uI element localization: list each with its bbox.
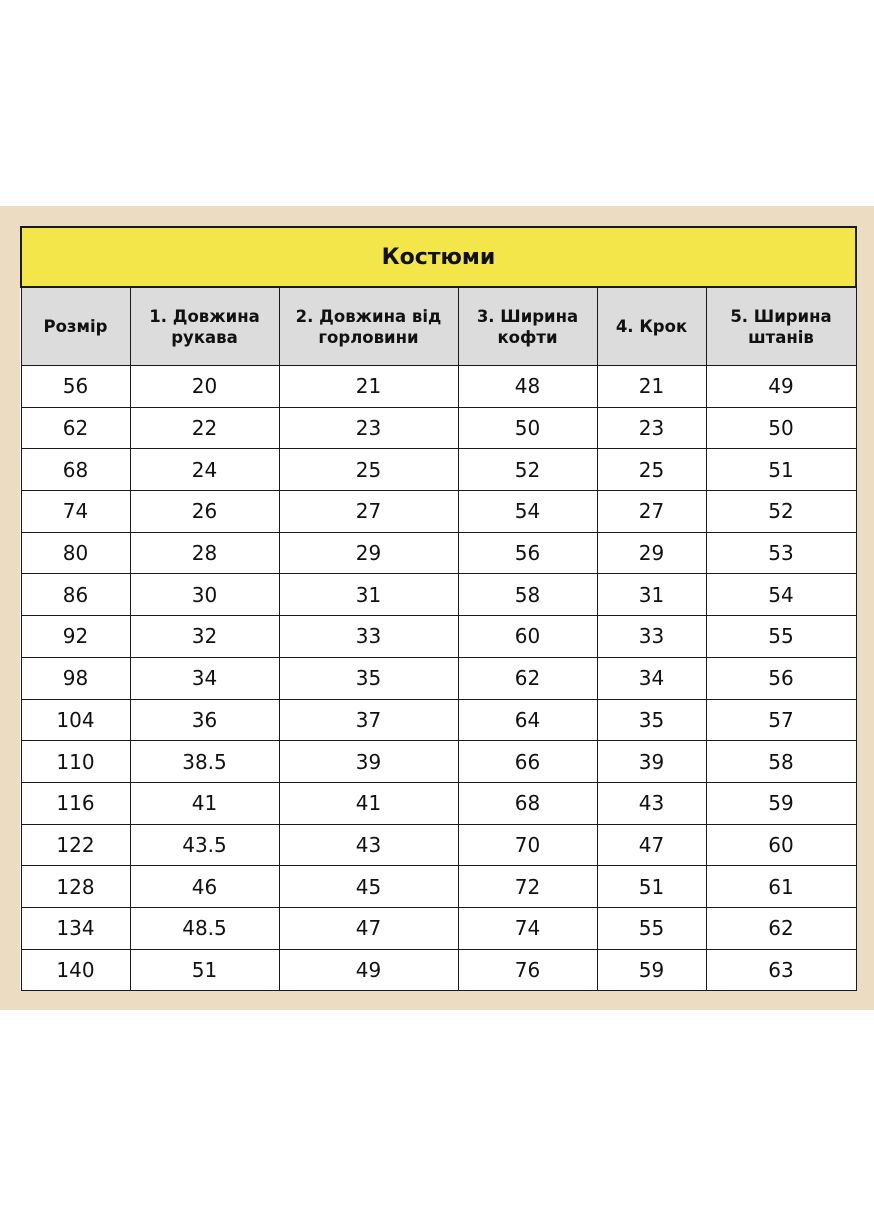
table-cell: 55 xyxy=(597,907,706,949)
table-cell: 92 xyxy=(21,616,130,658)
table-cell: 34 xyxy=(597,657,706,699)
table-cell: 59 xyxy=(706,782,856,824)
table-cell: 50 xyxy=(706,407,856,449)
table-cell: 22 xyxy=(130,407,279,449)
table-cell: 62 xyxy=(21,407,130,449)
header-label: 5. Ширина штанів xyxy=(730,306,832,347)
table-cell: 43.5 xyxy=(130,824,279,866)
table-cell: 33 xyxy=(279,616,458,658)
table-cell: 134 xyxy=(21,907,130,949)
table-cell: 80 xyxy=(21,532,130,574)
table-cell: 55 xyxy=(706,616,856,658)
table-cell: 54 xyxy=(706,574,856,616)
table-row xyxy=(21,824,856,866)
table-row xyxy=(21,907,856,949)
table-cell: 25 xyxy=(279,449,458,491)
table-row xyxy=(21,699,856,741)
table-cell: 39 xyxy=(597,741,706,783)
table-row xyxy=(21,949,856,991)
table-cell: 56 xyxy=(458,532,597,574)
table-cell: 30 xyxy=(130,574,279,616)
table-cell: 122 xyxy=(21,824,130,866)
table-cell: 47 xyxy=(597,824,706,866)
table-cell: 64 xyxy=(458,699,597,741)
table-cell: 43 xyxy=(597,782,706,824)
table-cell: 23 xyxy=(597,407,706,449)
table-cell: 68 xyxy=(458,782,597,824)
size-table xyxy=(20,226,857,991)
table-cell: 61 xyxy=(706,866,856,908)
table-cell: 51 xyxy=(597,866,706,908)
table-cell: 52 xyxy=(706,491,856,533)
table-cell: 63 xyxy=(706,949,856,991)
table-cell: 98 xyxy=(21,657,130,699)
table-cell: 60 xyxy=(706,824,856,866)
table-cell: 33 xyxy=(597,616,706,658)
table-cell: 70 xyxy=(458,824,597,866)
table-row xyxy=(21,616,856,658)
table-cell: 66 xyxy=(458,741,597,783)
table-cell: 54 xyxy=(458,491,597,533)
table-cell: 74 xyxy=(21,491,130,533)
table-cell: 31 xyxy=(597,574,706,616)
header-pants-width xyxy=(706,287,856,366)
table-cell: 56 xyxy=(706,657,856,699)
table-cell: 57 xyxy=(706,699,856,741)
table-cell: 58 xyxy=(706,741,856,783)
table-cell: 140 xyxy=(21,949,130,991)
table-cell: 56 xyxy=(21,366,130,408)
table-cell: 46 xyxy=(130,866,279,908)
table-cell: 37 xyxy=(279,699,458,741)
table-cell: 38.5 xyxy=(130,741,279,783)
table-cell: 86 xyxy=(21,574,130,616)
table-cell: 41 xyxy=(279,782,458,824)
table-cell: 45 xyxy=(279,866,458,908)
table-row xyxy=(21,366,856,408)
table-cell: 23 xyxy=(279,407,458,449)
table-cell: 43 xyxy=(279,824,458,866)
table-row xyxy=(21,449,856,491)
table-cell: 51 xyxy=(706,449,856,491)
table-cell: 41 xyxy=(130,782,279,824)
table-cell: 29 xyxy=(279,532,458,574)
table-row xyxy=(21,866,856,908)
table-cell: 116 xyxy=(21,782,130,824)
header-sleeve-length xyxy=(130,287,279,366)
table-cell: 60 xyxy=(458,616,597,658)
table-cell: 53 xyxy=(706,532,856,574)
header-label: Розмір xyxy=(43,317,108,336)
header-label: 3. Ширина кофти xyxy=(476,306,579,347)
header-size xyxy=(21,287,130,366)
table-cell: 51 xyxy=(130,949,279,991)
table-row xyxy=(21,782,856,824)
table-cell: 20 xyxy=(130,366,279,408)
table-cell: 110 xyxy=(21,741,130,783)
table-cell: 28 xyxy=(130,532,279,574)
table-cell: 27 xyxy=(279,491,458,533)
table-row xyxy=(21,491,856,533)
table-cell: 21 xyxy=(597,366,706,408)
table-cell: 58 xyxy=(458,574,597,616)
table-cell: 26 xyxy=(130,491,279,533)
header-inseam xyxy=(597,287,706,366)
table-row xyxy=(21,574,856,616)
table-cell: 76 xyxy=(458,949,597,991)
table-cell: 68 xyxy=(21,449,130,491)
table-cell: 52 xyxy=(458,449,597,491)
table-cell: 27 xyxy=(597,491,706,533)
table-cell: 21 xyxy=(279,366,458,408)
table-cell: 59 xyxy=(597,949,706,991)
table-cell: 29 xyxy=(597,532,706,574)
table-cell: 39 xyxy=(279,741,458,783)
header-label: 1. Довжина рукава xyxy=(149,306,260,347)
table-cell: 47 xyxy=(279,907,458,949)
header-top-width xyxy=(458,287,597,366)
table-cell: 35 xyxy=(279,657,458,699)
table-cell: 24 xyxy=(130,449,279,491)
table-cell: 48 xyxy=(458,366,597,408)
table-row xyxy=(21,407,856,449)
table-cell: 128 xyxy=(21,866,130,908)
table-cell: 49 xyxy=(279,949,458,991)
table-body xyxy=(21,366,856,991)
table-cell: 32 xyxy=(130,616,279,658)
table-cell: 62 xyxy=(706,907,856,949)
header-neck-length xyxy=(279,287,458,366)
table-cell: 25 xyxy=(597,449,706,491)
table-cell: 50 xyxy=(458,407,597,449)
table-row xyxy=(21,657,856,699)
header-row xyxy=(21,287,856,366)
table-cell: 35 xyxy=(597,699,706,741)
table-cell: 74 xyxy=(458,907,597,949)
table-title: Костюми xyxy=(21,227,856,287)
table-cell: 31 xyxy=(279,574,458,616)
table-cell: 72 xyxy=(458,866,597,908)
table-row xyxy=(21,741,856,783)
table-cell: 104 xyxy=(21,699,130,741)
table-cell: 36 xyxy=(130,699,279,741)
table-cell: 48.5 xyxy=(130,907,279,949)
table-row xyxy=(21,532,856,574)
table-cell: 34 xyxy=(130,657,279,699)
table-cell: 49 xyxy=(706,366,856,408)
header-label: 4. Крок xyxy=(615,317,688,336)
table-cell: 62 xyxy=(458,657,597,699)
header-label: 2. Довжина від горловини xyxy=(295,306,442,347)
